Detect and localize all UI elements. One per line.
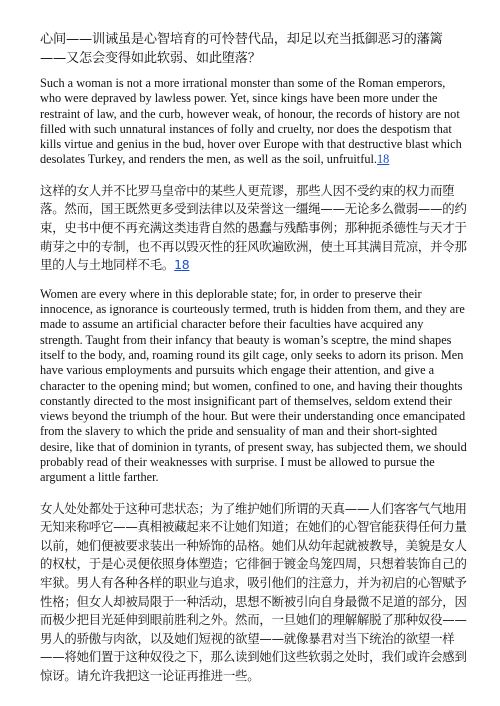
paragraph-zh-1 bbox=[40, 182, 468, 275]
paragraph-text: 女人处处都处于这种可悲状态；为了维护她们所谓的天真——人们客客气气地用无知来称呼它——真相被藏起来不让她们知道；在她们的心智官能获得任何力量以前，她们便被要求装出一种矫饰的品格。她们从幼年起就被教导，美貌是女人的权杖，于是心灵便依照身体塑造；它徘徊于镀金鸟笼四周，只想着装饰自己的牢狱。男人有各种各样的职业与追求，吸引他们的注意力，并为初启的心智赋予性格；但女人却被局限于一种活动，思想不断被引向自身最微不足道的部分，因而极少把目光延伸到眼前胜利之外。然而，一旦她们的理解解脱了那种奴役——男人的骄傲与肉欲，以及她们短视的欲望——就像暴君对当下统治的欲望一样——将她们置于这种奴役之下，那么读到她们这些软弱之处时，我们或许会感到惊讶。请允许我把这一论证再推进一些。 bbox=[40, 500, 467, 683]
footnote-link[interactable]: 18 bbox=[174, 257, 190, 273]
paragraph-en-2 bbox=[40, 287, 468, 486]
paragraph-en-1 bbox=[40, 76, 468, 168]
paragraph-text: Such a woman is not a more irrational monster than some of the Roman emperors, who were depraved by lawless power. Yet, since kings have been more under the restraint of law, and the curb, however weak, of honour, the records of history are not filled with such unnatural instances of folly and cruelty, nor does the despotism that kills virtue and genius in the bud, hover over Europe with that destructive blast which desolates Turkey, and renders the men, as well as the soil, unfruitful. bbox=[40, 76, 462, 167]
paragraph-zh-2 bbox=[40, 500, 468, 686]
paragraph-text: 这样的女人并不比罗马皇帝中的某些人更荒谬，那些人因不受约束的权力而堕落。然而，国王既然更多受到法律以及荣誉这一缰绳——无论多么微弱——的约束，史书中便不再充满这类违背自然的愚蠢与残酷事例；那种扼杀德性与天才于萌芽之中的专制，也不再以毁灭性的狂风吹遍欧洲，使土耳其满目荒凉，并令那里的人与土地同样不毛。 bbox=[40, 182, 467, 273]
paragraph-text: Women are every where in this deplorable state; for, in order to preserve their innocence, as ignorance is courteously termed, truth is hidden from them, and they are made to assume an artificial character before their faculties have acquired any strength. Taught from their infancy that beauty is woman’s sceptre, the mind shapes itself to the body, and, roaming round its gilt cage, only seeks to adorn its prison. Men have various employments and pursuits which engage their attention, and give a character to the opening mind; but women, confined to one, and having their thoughts constantly directed to the most insignificant part of themselves, seldom extend their views beyond the triumph of the hour. But were their understanding once emancipated from the slavery to which the pride and sensuality of man and their short-sighted desire, like that of dominion in tyrants, of present sway, has subjected them, we should probably read of their weaknesses with surprise. I must be allowed to pursue the argument a little farther. bbox=[40, 286, 467, 485]
section-heading: 心间——训诫虽是心智培育的可怜替代品，却足以充当抵御恶习的藩篱——又怎会变得如此软弱、如此堕落？ bbox=[40, 32, 443, 66]
footnote-link[interactable]: 18 bbox=[376, 152, 390, 167]
document-page bbox=[40, 30, 468, 698]
